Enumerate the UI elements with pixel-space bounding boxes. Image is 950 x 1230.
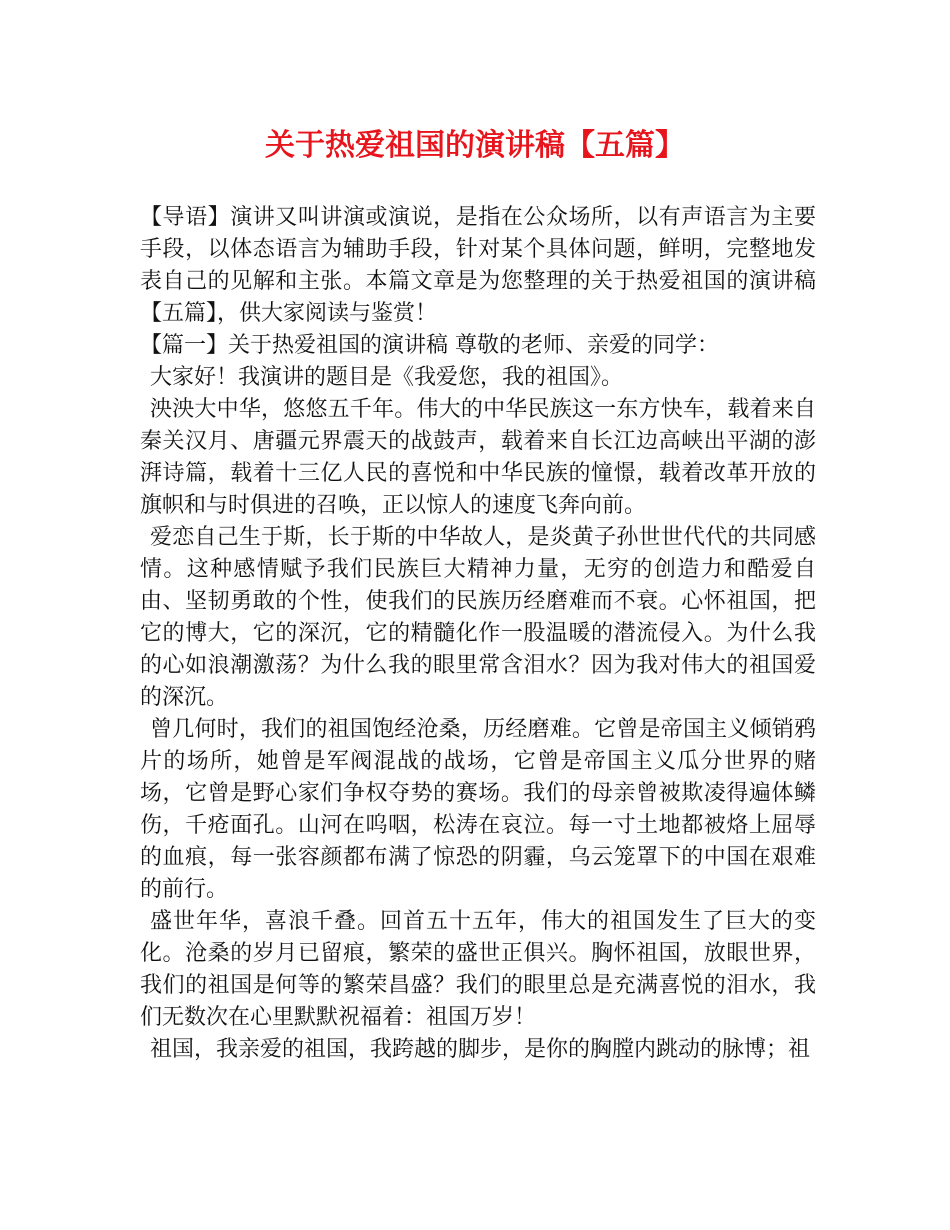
intro-paragraph: 【导语】演讲又叫讲演或演说，是指在公众场所，以有声语言为主要手段，以体态语言为辅助手段，针对某个具体问题，鲜明，完整地发表自己的见解和主张。本篇文章是为您整理的关于热爱祖国的演讲稿【五篇】，供大家阅读与鉴赏！ — [140, 205, 816, 326]
section-heading: 【篇一】关于热爱祖国的演讲稿 尊敬的老师、亲爱的同学： — [140, 333, 719, 358]
body-paragraph: 盛世年华，喜浪千叠。回首五十五年，伟大的祖国发生了巨大的变化。沧桑的岁月已留痕，繁荣的盛世正俱兴。胸怀祖国，放眼世界，我们的祖国是何等的繁荣昌盛？我们的眼里总是充满喜悦的泪水，我们无数次在心里默默祝福着：祖国万岁！ — [140, 909, 816, 1030]
body-paragraph: 曾几何时，我们的祖国饱经沧桑，历经磨难。它曾是帝国主义倾销鸦片的场所，她曾是军阀混战的战场，它曾是帝国主义瓜分世界的赌场，它曾是野心家们争权夺势的赛场。我们的母亲曾被欺凌得遍体鳞伤，千疮面孔。山河在呜咽，松涛在哀泣。每一寸土地都被烙上屈辱的血痕，每一张容颜都布满了惊恐的阴霾，乌云笼罩下的中国在艰难的前行。 — [140, 717, 816, 902]
article-body — [140, 202, 816, 1066]
page-title: 关于热爱祖国的演讲稿【五篇】 — [265, 128, 685, 163]
body-paragraph: 泱泱大中华，悠悠五千年。伟大的中华民族这一东方快车，载着来自秦关汉月、唐疆元界震天的战鼓声，载着来自长江边高峡出平湖的澎湃诗篇，载着十三亿人民的喜悦和中华民族的憧憬，载着改革开放的旗帜和与时俱进的召唤，正以惊人的速度飞奔向前。 — [140, 397, 816, 518]
greeting-paragraph: 大家好！我演讲的题目是《我爱您，我的祖国》。 — [150, 365, 624, 390]
body-paragraph: 爱恋自己生于斯，长于斯的中华故人，是炎黄子孙世世代代的共同感情。这种感情赋予我们民族巨大精神力量，无穷的创造力和酷爱自由、坚韧勇敢的个性，使我们的民族历经磨难而不衰。心怀祖国，把它的博大，它的深沉，它的精髓化作一股温暖的潜流侵入。为什么我的心如浪潮激荡？为什么我的眼里常含泪水？因为我对伟大的祖国爱的深沉。 — [140, 525, 816, 710]
body-paragraph: 祖国，我亲爱的祖国，我跨越的脚步，是你的胸膛内跳动的脉博；祖 — [150, 1037, 811, 1062]
